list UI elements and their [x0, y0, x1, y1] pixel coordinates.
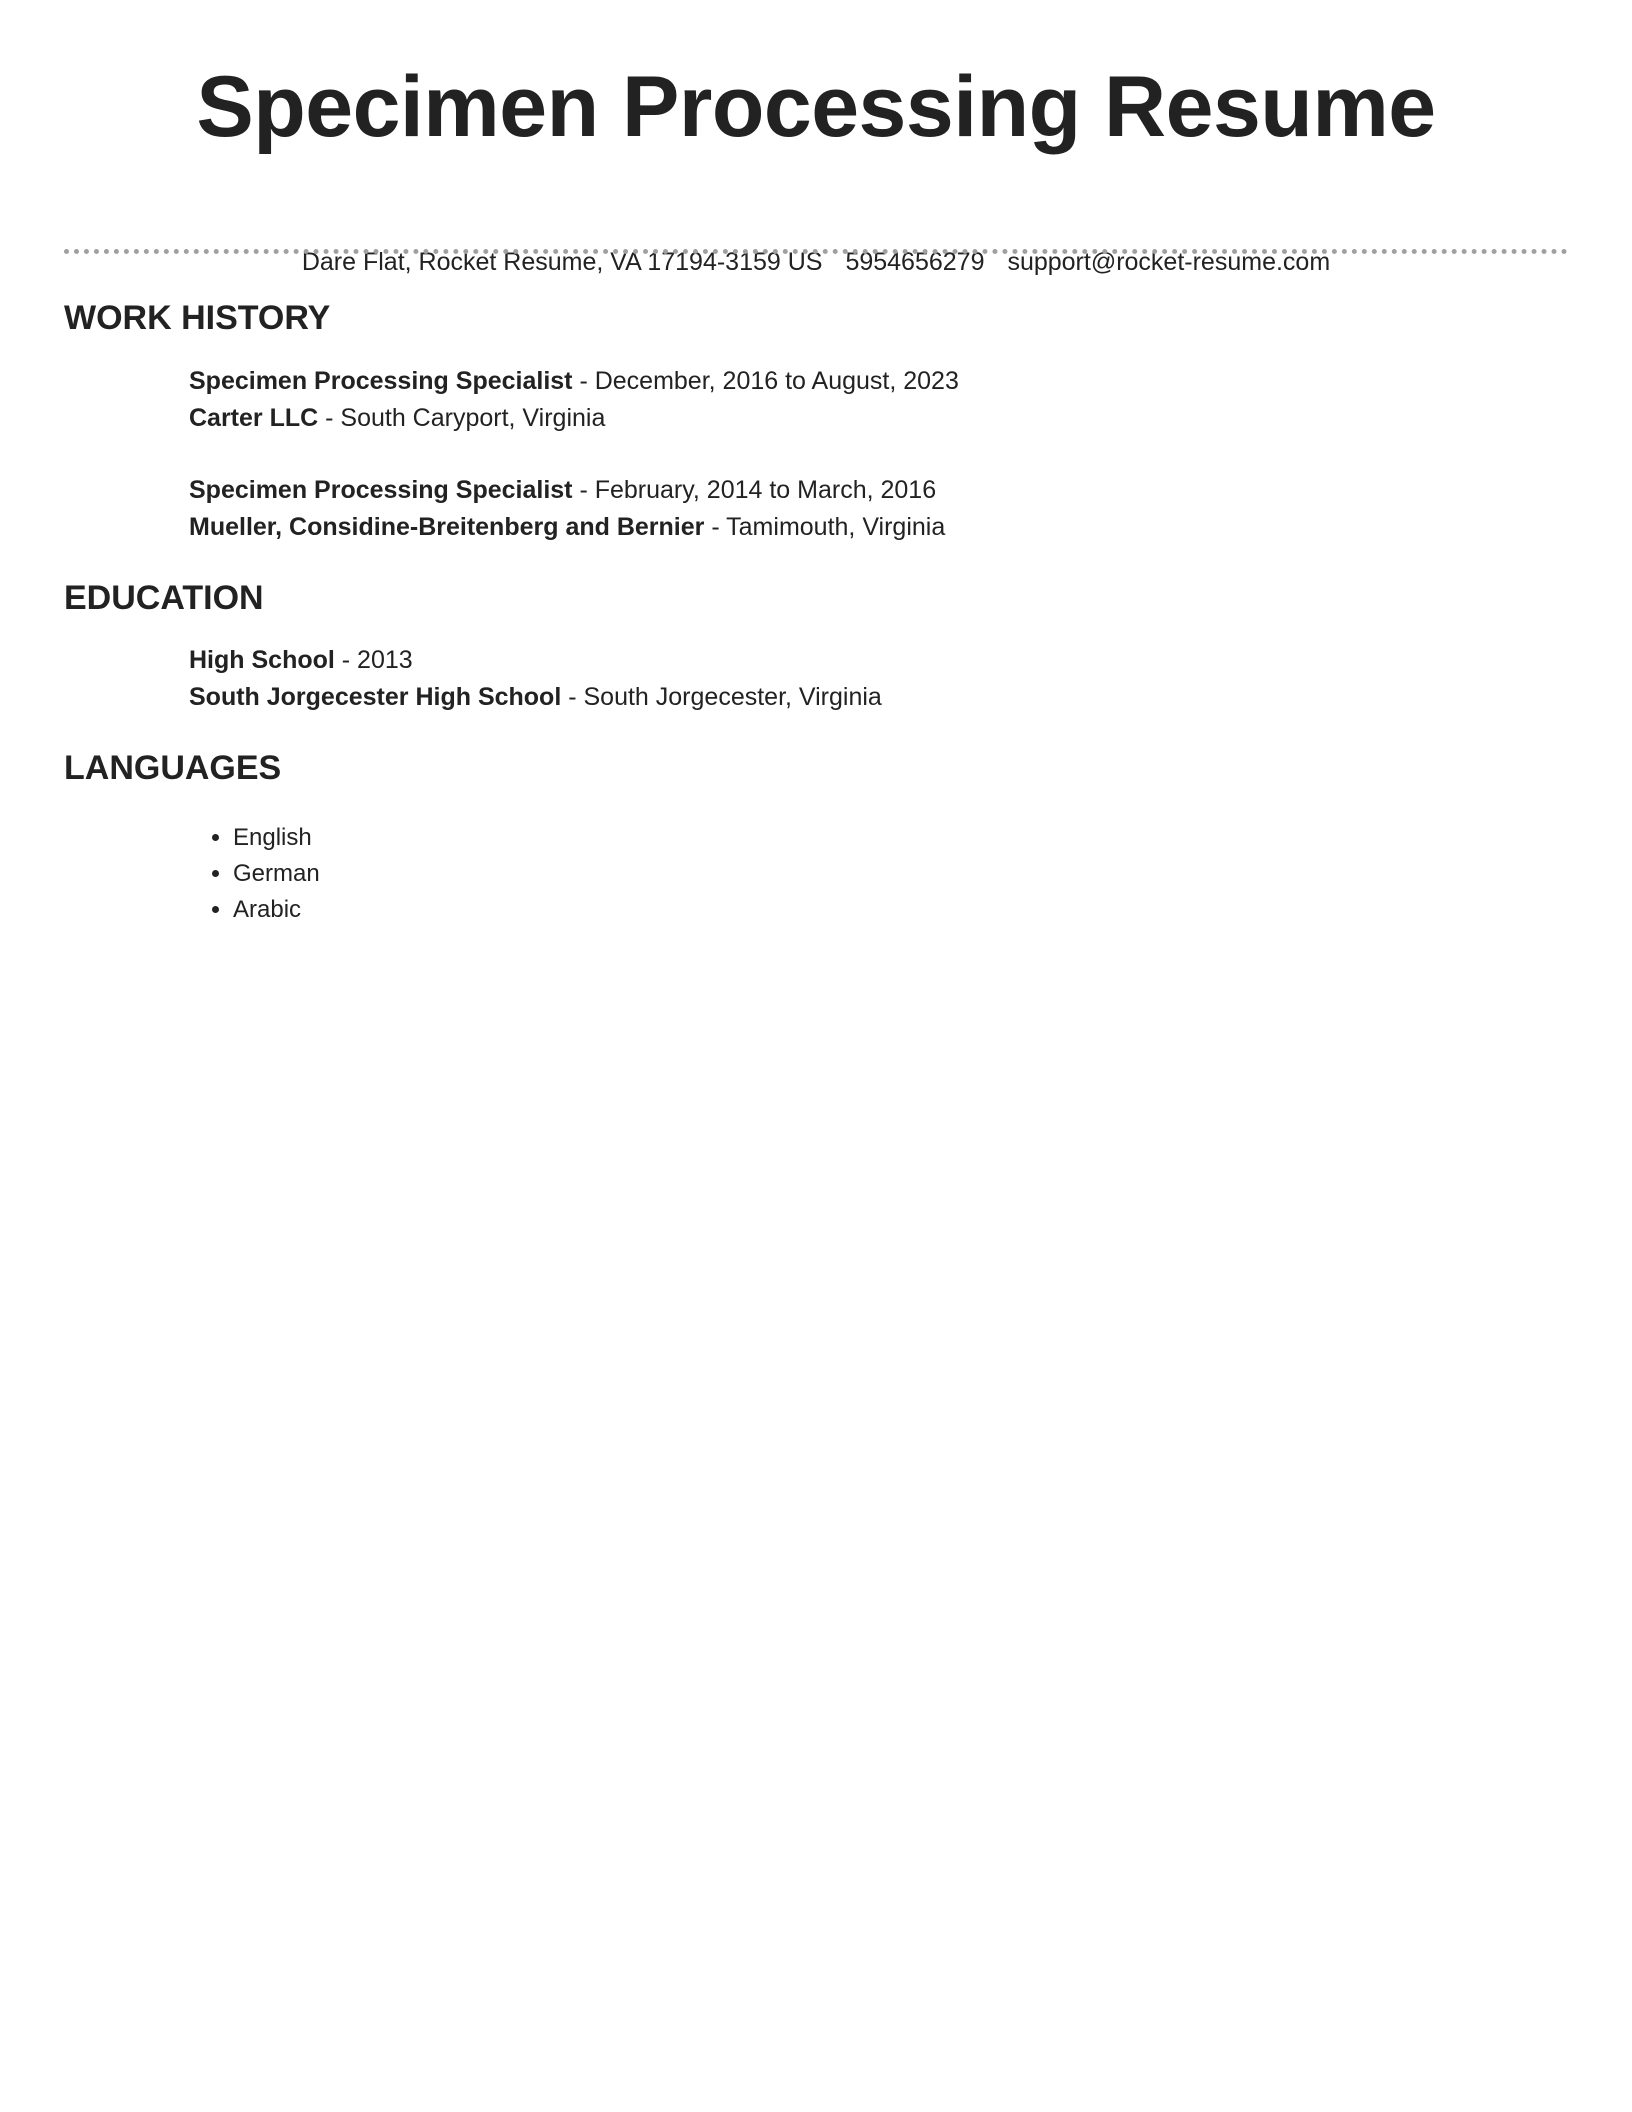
page-title: Specimen Processing Resume — [196, 59, 1436, 155]
job-1-title: Specimen Processing Specialist — [189, 367, 573, 395]
job-1-dates: - December, 2016 to August, 2023 — [572, 367, 959, 395]
contact-address: Dare Flat, Rocket Resume, VA 17194-3159 US — [301, 248, 823, 276]
job-1-title-line — [189, 363, 959, 399]
education-school-line — [189, 679, 882, 715]
job-2-location: - Tamimouth, Virginia — [704, 513, 946, 541]
job-2-company-line — [189, 509, 945, 545]
language-item: • English — [233, 820, 320, 856]
education-degree-line — [189, 642, 413, 678]
job-2-dates: - February, 2014 to March, 2016 — [572, 476, 937, 504]
education-degree: High School — [189, 646, 335, 674]
education-school: South Jorgecester High School — [189, 683, 562, 711]
job-1-company: Carter LLC — [189, 404, 319, 432]
education-year: - 2013 — [334, 646, 413, 674]
job-2-title-line — [189, 472, 936, 508]
contact-phone: 5954656279 — [845, 248, 985, 276]
job-2-title: Specimen Processing Specialist — [189, 476, 573, 504]
work-history-heading: WORK HISTORY — [64, 299, 331, 337]
languages-list — [189, 820, 320, 928]
job-1-company-line — [189, 400, 605, 436]
contact-email: support@rocket-resume.com — [1007, 248, 1331, 276]
language-item: • Arabic — [233, 892, 320, 928]
language-item: • German — [233, 856, 320, 892]
languages-heading: LANGUAGES — [64, 749, 282, 787]
header-divider — [64, 249, 1568, 254]
resume-header — [64, 52, 1568, 276]
education-heading: EDUCATION — [64, 579, 264, 617]
job-1-location: - South Caryport, Virginia — [318, 404, 606, 432]
education-location: - South Jorgecester, Virginia — [561, 683, 882, 711]
job-2-company: Mueller, Considine-Breitenberg and Bernier — [189, 513, 705, 541]
